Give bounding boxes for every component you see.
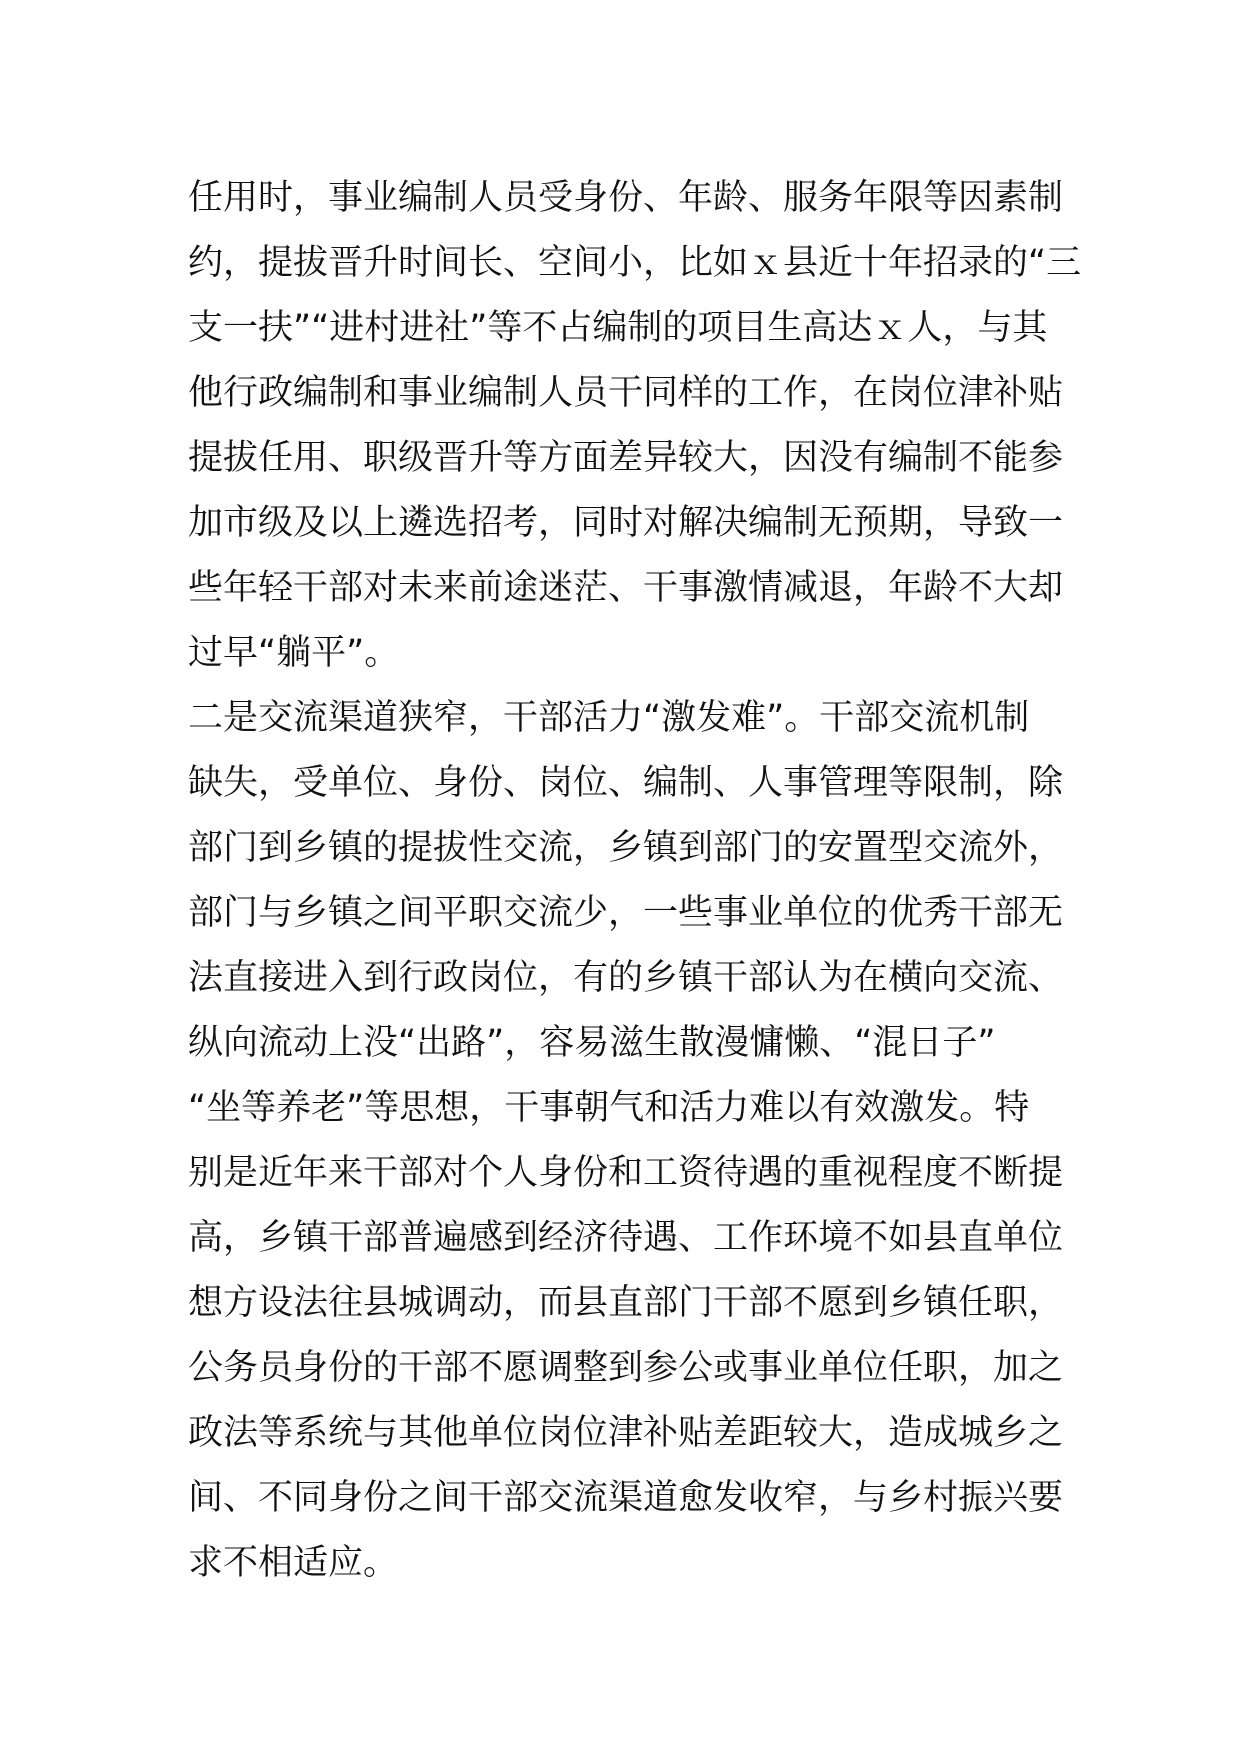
text-line: 约，提拔晋升时间长、空间小，比如ｘ县近十年招录的“三 bbox=[188, 243, 1082, 283]
text-line: 他行政编制和事业编制人员干同样的工作，在岗位津补贴 bbox=[188, 373, 1064, 413]
text-line: 部门与乡镇之间平职交流少，一些事业单位的优秀干部无 bbox=[188, 893, 1064, 933]
text-line: 想方设法往县城调动，而县直部门干部不愿到乡镇任职， bbox=[188, 1283, 1064, 1323]
text-line: 支一扶”“进村进社”等不占编制的项目生高达ｘ人，与其 bbox=[188, 308, 1048, 348]
text-line: 二是交流渠道狭窄，干部活力“激发难”。干部交流机制 bbox=[188, 698, 1030, 738]
text-line: “坐等养老”等思想，干事朝气和活力难以有效激发。特 bbox=[188, 1088, 1030, 1128]
text-line: 法直接进入到行政岗位，有的乡镇干部认为在横向交流、 bbox=[188, 958, 1064, 998]
text-line: 加市级及以上遴选招考，同时对解决编制无预期，导致一 bbox=[188, 503, 1064, 543]
text-line: 部门到乡镇的提拔性交流，乡镇到部门的安置型交流外， bbox=[188, 828, 1064, 868]
text-line: 公务员身份的干部不愿调整到参公或事业单位任职，加之 bbox=[188, 1348, 1064, 1388]
text-line: 高，乡镇干部普遍感到经济待遇、工作环境不如县直单位 bbox=[188, 1218, 1064, 1258]
text-line: 任用时，事业编制人员受身份、年龄、服务年限等因素制 bbox=[188, 178, 1064, 218]
text-line: 过早“躺平”。 bbox=[188, 633, 400, 673]
text-line: 间、不同身份之间干部交流渠道愈发收窄，与乡村振兴要 bbox=[188, 1478, 1064, 1518]
text-line: 缺失，受单位、身份、岗位、编制、人事管理等限制，除 bbox=[188, 763, 1064, 803]
text-line: 政法等系统与其他单位岗位津补贴差距较大，造成城乡之 bbox=[188, 1413, 1064, 1453]
text-line: 提拔任用、职级晋升等方面差异较大，因没有编制不能参 bbox=[188, 438, 1064, 478]
text-line: 纵向流动上没“出路”，容易滋生散漫慵懒、“混日子” bbox=[188, 1023, 996, 1063]
text-line: 别是近年来干部对个人身份和工资待遇的重视程度不断提 bbox=[188, 1153, 1064, 1193]
text-line: 些年轻干部对未来前途迷茫、干事激情减退，年龄不大却 bbox=[188, 568, 1064, 608]
text-line: 求不相适应。 bbox=[188, 1543, 399, 1583]
body-text bbox=[188, 166, 1082, 1596]
